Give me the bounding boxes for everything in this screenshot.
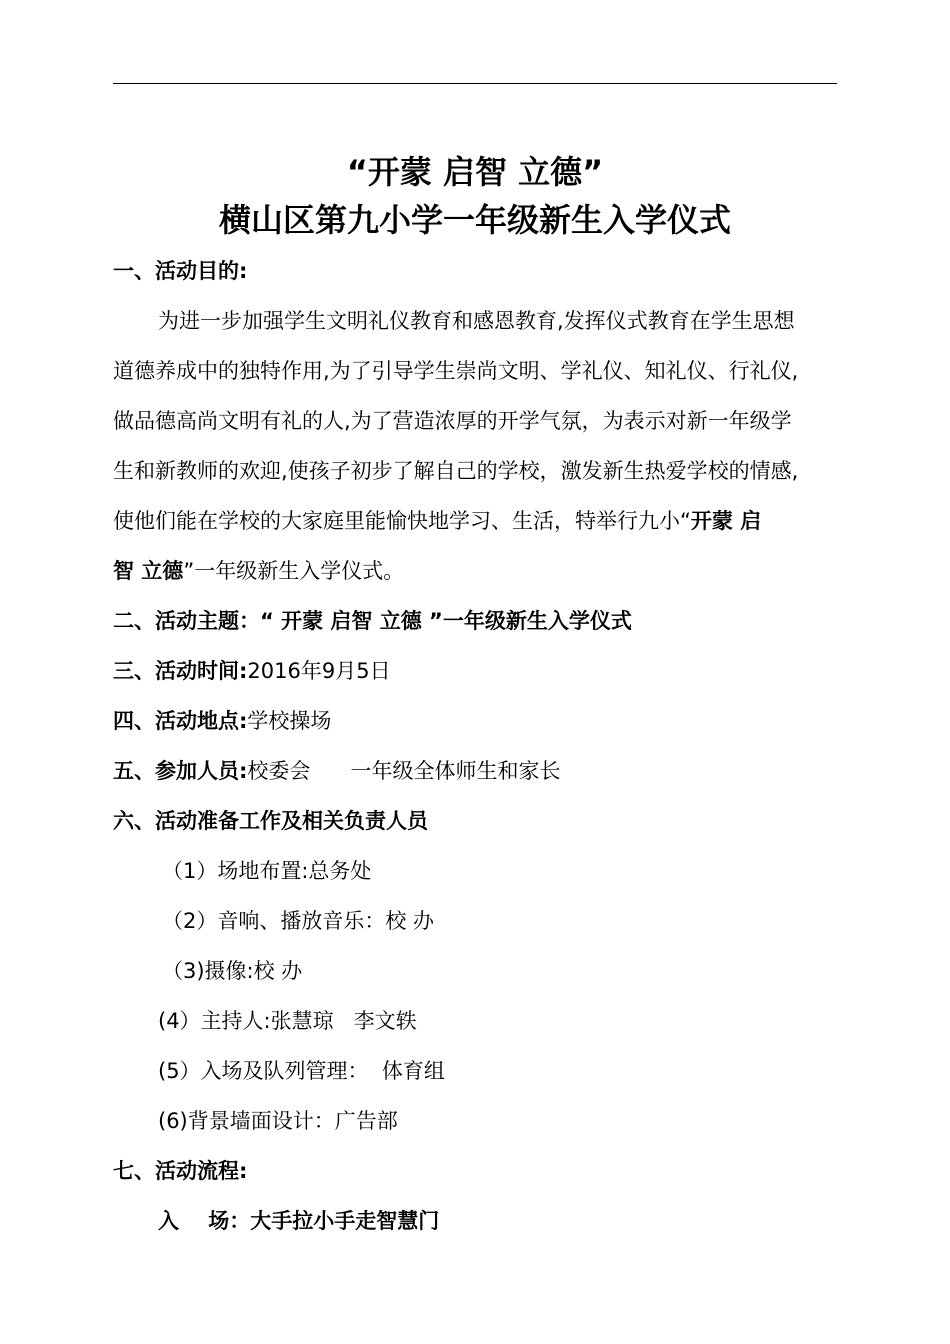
section-7-subheading: 入 场：大手拉小手走智慧门 bbox=[158, 1209, 440, 1233]
section-3-heading: 三、活动时间: bbox=[113, 659, 248, 683]
section-2-heading: 二、活动主题：“ 开蒙 启智 立德 ”一年级新生入学仪式 bbox=[113, 609, 632, 633]
section-5 bbox=[113, 756, 560, 786]
prep-item-1: （1）场地布置:总务处 bbox=[162, 859, 372, 883]
paragraph-line-5-bold: 开蒙 启 bbox=[690, 509, 762, 533]
paragraph-line-1: 为进一步加强学生文明礼仪教育和感恩教育,发挥仪式教育在学生思想 bbox=[158, 309, 795, 333]
paragraph-line-2: 道德养成中的独特作用,为了引导学生崇尚文明、学礼仪、知礼仪、行礼仪, bbox=[113, 359, 799, 383]
section-4 bbox=[113, 706, 331, 736]
paragraph-line-4: 生和新教师的欢迎,使孩子初步了解自己的学校，激发新生热爱学校的情感, bbox=[113, 459, 799, 483]
paragraph-line-6-text: ”一年级新生入学仪式。 bbox=[183, 559, 405, 583]
section-1-heading: 一、活动目的: bbox=[113, 259, 248, 283]
prep-item-6: (6)背景墙面设计：广告部 bbox=[158, 1109, 398, 1133]
prep-item-4: (4）主持人:张慧琼 李文轶 bbox=[158, 1009, 417, 1033]
document-title-slogan: “开蒙 启智 立德” bbox=[346, 153, 604, 191]
section-3-value: 2016年9月5日 bbox=[247, 659, 391, 683]
paragraph-line-6-bold: 智 立德 bbox=[113, 559, 184, 583]
prep-item-3: （3)摄像:校 办 bbox=[162, 959, 303, 983]
paragraph-line-3: 做品德高尚文明有礼的人,为了营造浓厚的开学气氛，为表示对新一年级学 bbox=[113, 409, 792, 433]
paragraph-line-5 bbox=[113, 506, 761, 536]
paragraph-line-6 bbox=[113, 556, 404, 586]
section-5-heading: 五、参加人员: bbox=[113, 759, 248, 783]
paragraph-line-5-text: 使他们能在学校的大家庭里能愉快地学习、生活，特举行九小“ bbox=[113, 509, 691, 533]
prep-item-2: （2）音响、播放音乐：校 办 bbox=[162, 909, 435, 933]
section-4-heading: 四、活动地点: bbox=[113, 709, 248, 733]
section-5-value: 校委会 一年级全体师生和家长 bbox=[247, 759, 561, 783]
header-rule bbox=[113, 83, 837, 84]
section-4-value: 学校操场 bbox=[247, 709, 332, 733]
prep-item-5: (5）入场及队列管理： 体育组 bbox=[158, 1059, 445, 1083]
section-6-heading: 六、活动准备工作及相关负责人员 bbox=[113, 809, 428, 833]
section-3 bbox=[113, 656, 391, 686]
document-title: 横山区第九小学一年级新生入学仪式 bbox=[218, 201, 731, 239]
section-7-heading: 七、活动流程: bbox=[113, 1159, 248, 1183]
